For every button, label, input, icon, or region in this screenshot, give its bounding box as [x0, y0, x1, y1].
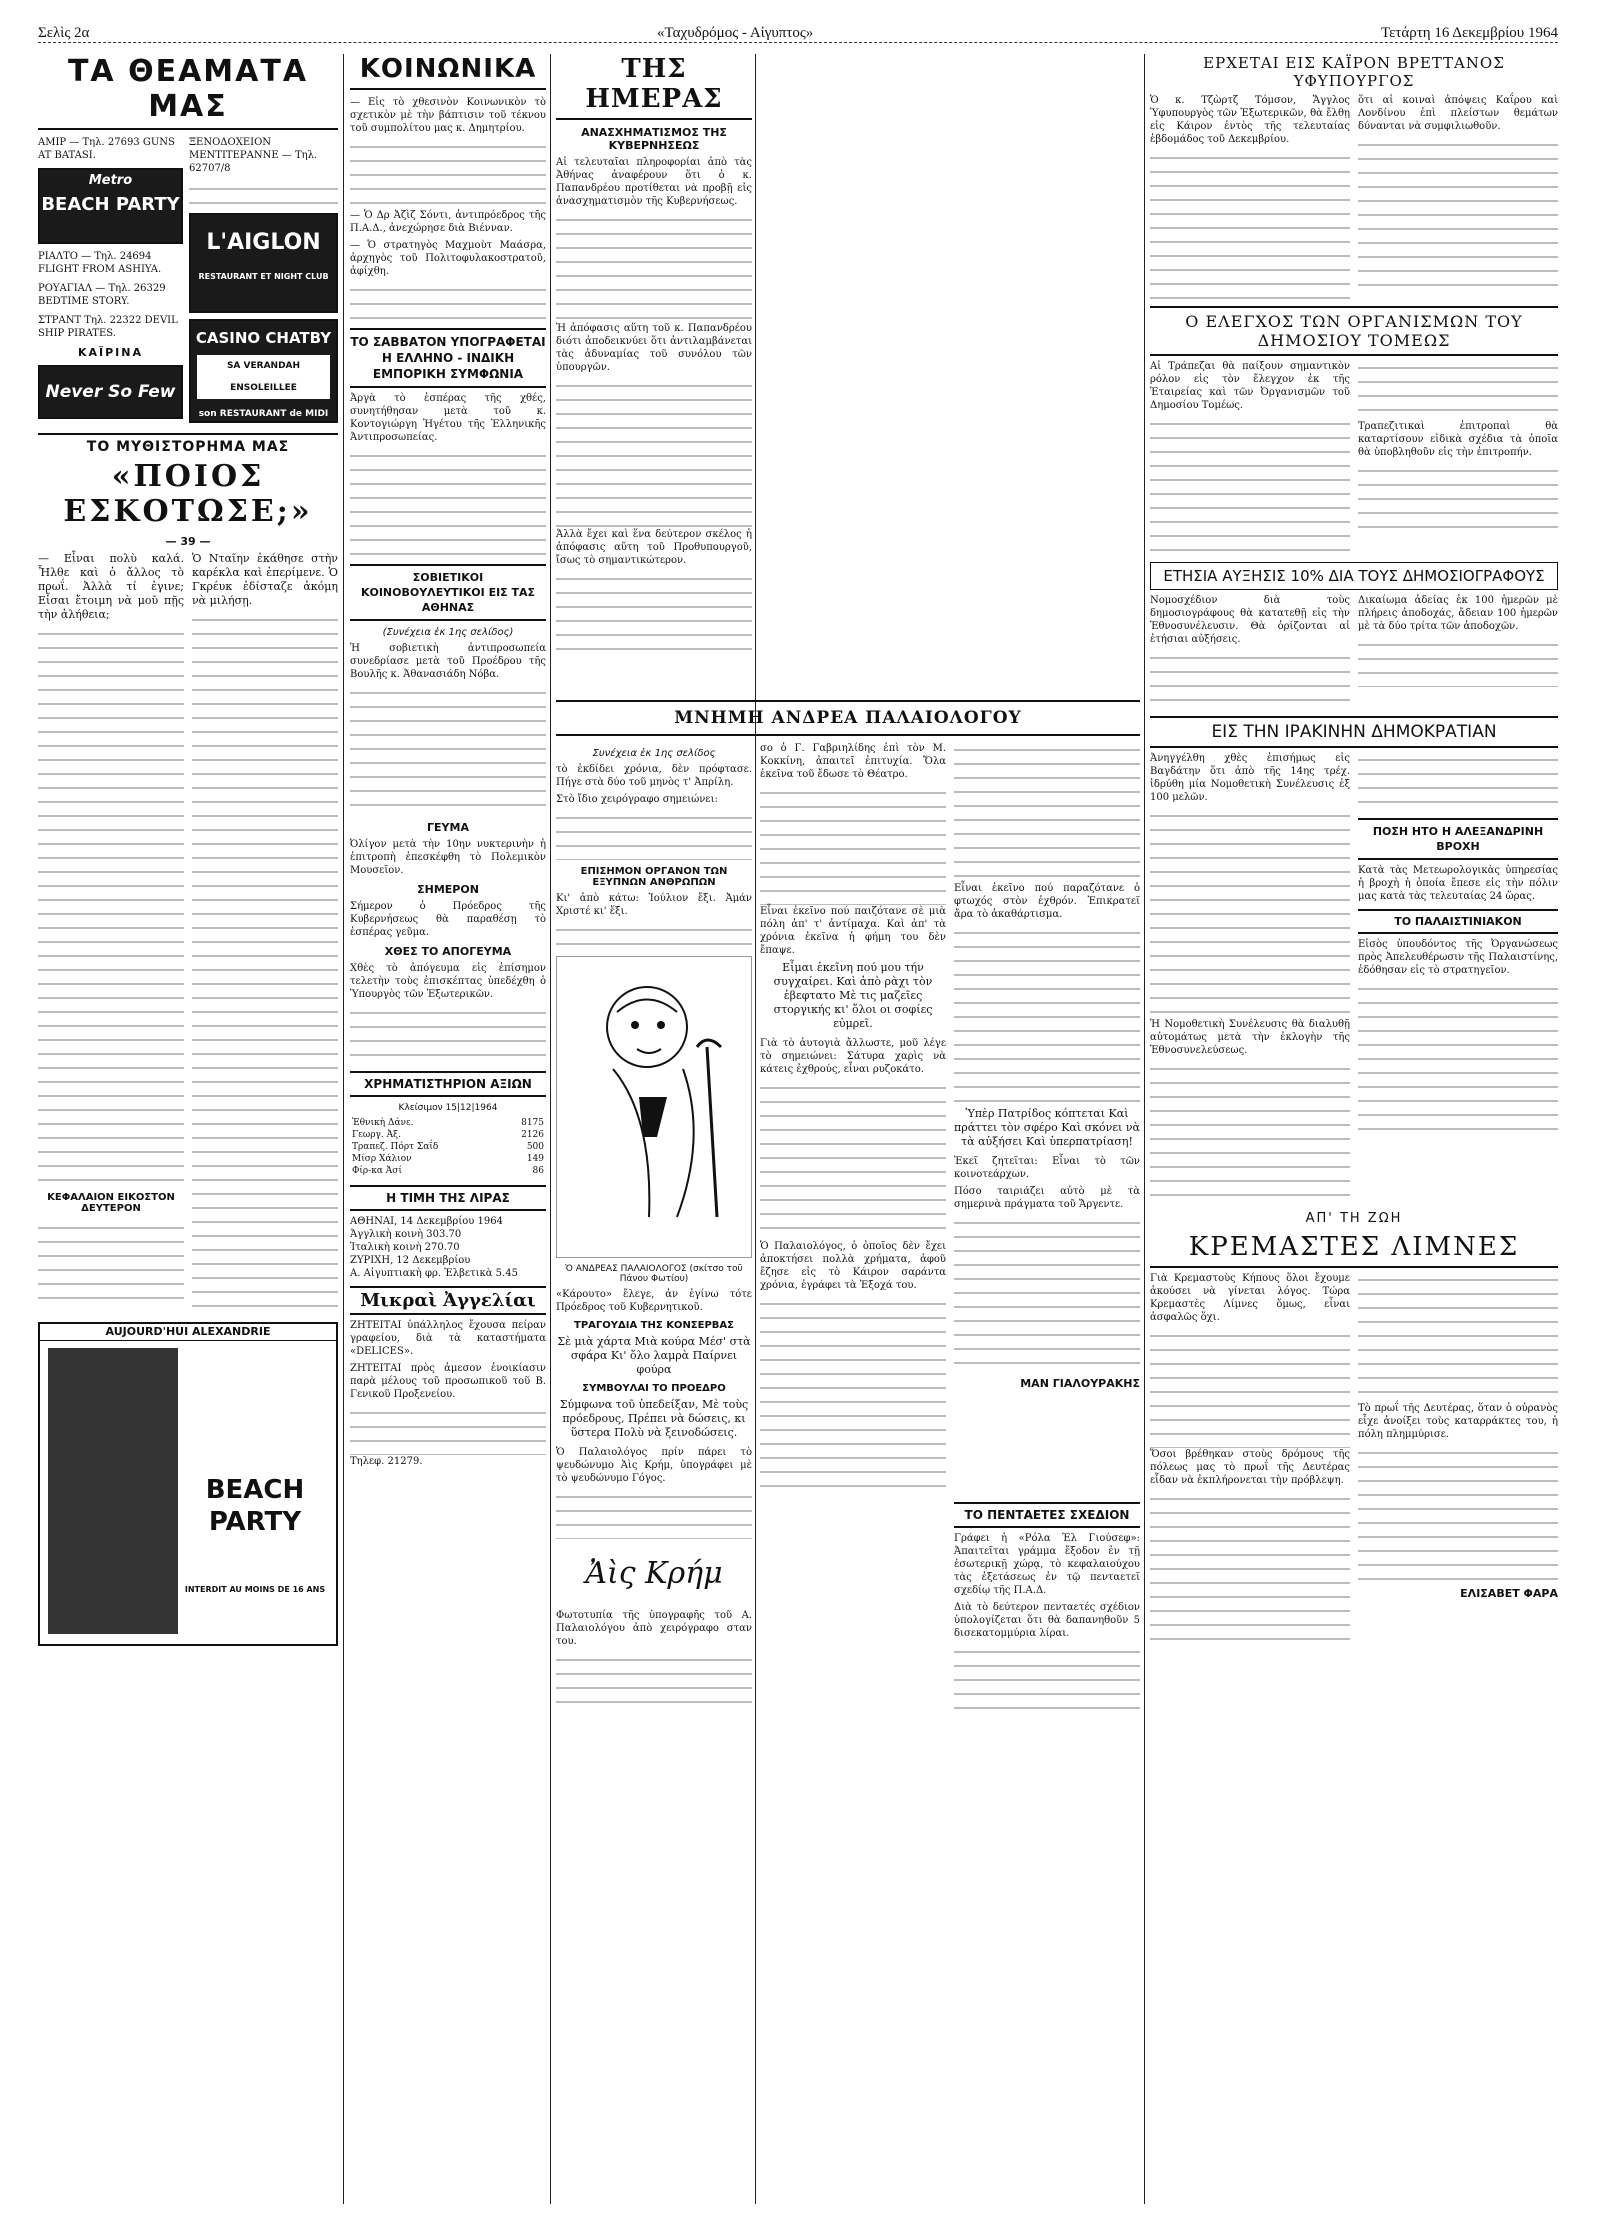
paper-name: «Ταχυδρόμος - Αἰγυπτος» [657, 25, 814, 41]
article-text-block [556, 212, 752, 322]
article-text-block [1358, 637, 1558, 687]
soviet-mps-heading: ΣΟΒΙΕΤΙΚΟΙ ΚΟΙΝΟΒΟΥΛΕΥΤΙΚΟΙ ΕΙΣ ΤΑΣ ΑΘΗΝΑΣ [350, 564, 546, 621]
lira-line: ΖΥΡΙΧΗ, 12 Δεκεμβρίου [350, 1255, 471, 1266]
lira-line: Α. Αἰγυπτιακὴ φρ. Ἐλβετικὰ 5.45 [350, 1268, 518, 1279]
article-text-block [1150, 1061, 1350, 1201]
stock-exchange-heading: ΧΡΗΜΑΤΙΣΤΗΡΙΟΝ ΑΞΙΩΝ [350, 1071, 546, 1097]
article-paragraph: Ὁ κ. Τζὼρτζ Τόμσον, Ἄγγλος Ὑφυπουργὸς τῶν Ἐξωτερικῶν, θὰ ἔλθῃ εἰς Κάιρον ἐντὸς τῆς τελευταίας ἑβδομάδος τοῦ Δεκεμβρίου. [1150, 95, 1350, 145]
british-minister-heading: ΕΡΧΕΤΑΙ ΕΙΣ ΚΑΪΡΟΝ ΒΡΕΤΤΑΝΟΣ ΥΦΥΠΟΥΡΓΟΣ [1203, 54, 1505, 90]
column-rule [550, 54, 551, 2204]
social-paragraph: — Ὁ Δρ Ἀζὶζ Σόντι, ἀντιπρόεδρος τῆς Π.Α.Δ., ἀνεχώρησε διὰ Βιένναν. [350, 210, 546, 234]
kairina-label: ΚΑΪΡΙΝΑ [77, 346, 143, 359]
article-text-block [954, 1644, 1140, 1714]
paleologos-article [556, 700, 1140, 736]
serial-text-block [192, 612, 338, 1312]
from-life-heading: ΑΠ' ΤΗ ΖΩΗ [1305, 1211, 1403, 1226]
subheading-today: ΣΗΜΕΡΟΝ [417, 883, 479, 896]
subheading-yesterday: ΧΘΕΣ ΤΟ ΑΠΟΓΕΥΜΑ [384, 945, 512, 958]
caricature-caption: Ὁ ΑΝΔΡΕΑΣ ΠΑΛΑΙΟΛΟΓΟΣ (σκίτσο τοῦ Πάνου Φωτίου) [565, 1264, 743, 1284]
stock-value: 149 [526, 1154, 544, 1164]
beach-party-ad [38, 168, 183, 244]
article-paragraph: Ἀργὰ τὸ ἑσπέρας τῆς χθές, συνητήθησαν μετὰ τοῦ κ. Κοντογιώργη Ἡγέτου τῆς Ἑλληνικῆς Ἀντιπροσωπείας. [350, 393, 546, 443]
trade-agreement-heading: ΤΟ ΣΑΒΒΑΤΟΝ ΥΠΟΓΡΑΦΕΤΑΙ Η ΕΛΛΗΝΟ - ΙΝΔΙΚΗ ΕΜΠΟΡΙΚΗ ΣΥΜΦΩΝΙΑ [350, 328, 546, 388]
cinema-listing: ΡΟΥΑΓΙΑΛ — Τηλ. 26329 BEDTIME STORY. [38, 283, 166, 307]
poem: Εἶμαι ἐκεῖνη πού μου τήν συγχαίρει. Καὶ ἀπὸ ρὰχι τὸν ἐβεφτατο Μὲ τις μαζεῖες στοργικής κι' ὅλοι οι σοφίες εὐμρεῖ. [773, 961, 933, 1030]
column-social [350, 54, 546, 1472]
social-text-block [350, 139, 546, 209]
article-paragraph: Εἶναι ἐκεῖνο πού παραζότανε ὁ φτωχός στὸν ἐχθρόν. Ἐπικρατεῖ ἄρα τὸ ἀκαθάρτισμα. [954, 883, 1140, 920]
article-text-block [1358, 360, 1558, 420]
casino-chatby-ad [189, 319, 338, 423]
rain-heading: ΠΟΣΗ ΗΤΟ Η ΑΛΕΞΑΝΔΡΙΝΗ ΒΡΟΧΗ [1358, 818, 1558, 860]
article-text-block [350, 685, 546, 815]
classified-text-block [350, 1405, 546, 1455]
article-paragraph: Σήμερον ὁ Πρόεδρος τῆς Κυβερνήσεως θὰ παραθέσῃ τὸ ἑσπέρας γεῦμα. [350, 901, 546, 938]
continuation-note: (Συνέχεια ἐκ 1ης σελίδος) [382, 627, 514, 638]
caricature-illustration [556, 956, 752, 1258]
social-paragraph: — Εἰς τὸ χθεσινὸν Κοινωνικὸν τὸ σχετικὸν μὲ τὴν βάπτισιν τοῦ τέκνου τοῦ συμπολίτου μας κ. Δημητρίου. [350, 97, 546, 134]
page-number: Σελὶς 2α [38, 25, 90, 41]
article-paragraph: Χθὲς τὸ ἀπόγευμα εἰς ἐπίσημον τελετὴν τοὺς ἐπισκέπτας ὑπεδέχθη ὁ Ὑπουργὸς τῶν Ἐξωτερικῶν. [350, 963, 546, 1000]
classified-ad: ΖΗΤΕΙΤΑΙ ὑπάλληλος ἔχουσα πείραν γραφείου, διὰ τὰ καταστήματα «DELICES». [350, 1320, 546, 1357]
author-signature: ΕΛΙΣΑΒΕΤ ΦΑΡΑ [1460, 1587, 1558, 1600]
article-paragraph: Ἡ Νομοθετικὴ Συνέλευσις θὰ διαλυθῇ αὐτομάτως μετὰ τὴν ἐκλογὴν τῆς Ἐθνοσυνελεύσεως. [1150, 1019, 1350, 1056]
chapter-heading: ΚΕΦΑΛΑΙΟΝ ΕΙΚΟΣΤΟΝ ΔΕΥΤΕΡΟΝ [47, 1192, 175, 1214]
article-paragraph: Εἰσὸς ὑπουδόντος τῆς Ὀργανώσεως πρὸς Ἀπελευθέρωσιν τῆς Παλαιστίνης, ἐδόθησαν εἰς τὸ στρατηγεῖον. [1358, 939, 1558, 976]
article-paragraph: Γιὰ Κρεμαστοὺς Κήπους ὅλοι ἔχουμε ἀκούσει νὰ γίνεται λόγος. Τώρα Κρεμαστὲς Λίμνες ὅμως, εἶναι ἀσφαλῶς ὅχι. [1150, 1273, 1350, 1323]
beach-party-title: BEACH PARTY [41, 194, 180, 215]
article-text-block [1358, 137, 1558, 297]
stock-name: Γεωργ. Ἀξ. [352, 1130, 401, 1140]
article-text-block [1150, 1328, 1350, 1448]
lira-line: Ἀγγλικὴ κοινὴ 303.70 [350, 1229, 462, 1240]
alex-ad-header: AUJOURD'HUI ALEXANDRIE [40, 1324, 336, 1341]
article-text-block [556, 571, 752, 651]
stock-date: Κλείσιμον 15|12|1964 [398, 1103, 498, 1113]
article-paragraph: Ἡ ἀπόφασις αὕτη τοῦ κ. Παπανδρέου διότι ἀποδεικνύει ὅτι ἀντιλαμβάνεται τὰς ἀδυναμίας τοῦ συνόλου τῶν ὑπουργῶν. [556, 323, 752, 373]
article-paragraph: τὸ ἐκδίδει χρόνια, δὲν πρόφτασε. Πήγε στὰ δύο τοῦ μηνὸς τ' Ἀπρίλη. [556, 764, 752, 788]
article-text-block [954, 742, 1140, 882]
article-text-block [556, 810, 752, 860]
article-paragraph: Ὀλίγον μετὰ τὴν 10ην νυκτερινὴν ἡ ἐπιτροπὴ ἐπεσκέφθη τὸ Πολεμικὸν Μουσεῖον. [350, 839, 546, 876]
paleologos-heading: ΜΝΗΜΗ ΑΝΔΡΕΑ ΠΑΛΑΙΟΛΟΓΟΥ [556, 700, 1140, 736]
column-of-the-day [556, 54, 752, 651]
article-paragraph: σο ὁ Γ. Γαβριηλίδης ἐπὶ τὸν Μ. Κοκκίνη, ἀπαιτεῖ ἐπιτυχία. Ὅλα ἐκεῖνα τοῦ ἔδωσε τὸ Θέατρο. [760, 743, 946, 780]
serial-text-block [38, 626, 184, 1186]
serial-title: «ΠΟΙΟΣ ΕΣΚΟΤΩΣΕ;» [63, 459, 313, 529]
article-paragraph: Γιὰ τὸ ἀυτογιὰ ἄλλωστε, μοῦ λέγε τὸ σημειώνει: Σάτυρα χαρὶς νὰ κάτεις ἐχθρούς, εἶναι ρυζοκάτο. [760, 1038, 946, 1075]
column-rule [343, 54, 344, 2204]
never-so-few-ad: Never So Few [38, 365, 183, 419]
article-paragraph: ὅτι αἱ κοιναὶ ἀπόψεις Καΐρου καὶ Λονδίνου ἐπὶ πλείστων θεμάτων δύνανται νὰ συμφιλιωθοῦν. [1358, 95, 1558, 132]
lira-line: Ἰταλικὴ κοινὴ 270.70 [350, 1242, 460, 1253]
serial-paragraph: Ὁ Νταῖην ἐκάθησε στὴν καρέκλα καὶ ἐπερίμενε. Ὁ Γκρέυκ ἐδίσταζε ἀκόμη νὰ μιλήσῃ. [192, 552, 338, 607]
article-paragraph: Κι' ἀπὸ κάτω: Ἰούλιον ἔξι. Ἀμάν Χριστέ κι' ἔξι. [556, 893, 752, 917]
stock-name: Μίσρ Χάλιον [352, 1154, 412, 1164]
journalists-raise-heading: ΕΤΗΣΙΑ ΑΥΞΗΣΙΣ 10% ΔΙΑ ΤΟΥΣ ΔΗΜΟΣΙΟΓΡΑΦΟΥΣ [1150, 562, 1558, 590]
column-news [1150, 54, 1558, 1641]
article-text-block [1358, 752, 1558, 812]
article-paragraph: Ἀνηγγέλθη χθὲς ἐπισήμως εἰς Βαγδάτην ὅτι ἀπὸ τῆς 14ης τρέχ. ἰδρύθη μία Νομοθετικὴ Συνέλευσις ἐξ 100 μελῶν. [1150, 753, 1350, 803]
article-paragraph: Ἀλλὰ ἔχει καὶ ἕνα δεύτερον σκέλος ἡ ἀπόφασις αὕτη τοῦ Προθυπουργοῦ, ἴσως τὸ σημαντικώτερον. [556, 529, 752, 566]
article-text-block [556, 1652, 752, 1712]
article-text-block [1358, 1445, 1558, 1585]
article-text-block [1358, 981, 1558, 1141]
article-paragraph: Δικαίωμα ἀδείας ἐκ 100 ἡμερῶν μὲ πλήρεις ἀποδοχάς, ἄδειαν 100 ἡμερῶν μὲ τὰ δύο τρίτα τῶν ἀποδοχῶν. [1358, 595, 1558, 632]
article-paragraph: Κατὰ τὰς Μετεωρολογικὰς ὑπηρεσίας ἡ βροχὴ ἡ ὁποία ἔπεσε εἰς τὴν πόλιν μας κατὰ τὰς τελευταίας 24 ὥρας. [1358, 865, 1558, 902]
article-text-block [954, 1215, 1140, 1375]
section-title-social: ΚΟΙΝΩΝΙΚΑ [350, 54, 546, 90]
aiglon-sub: RESTAURANT ET NIGHT CLUB [198, 272, 329, 281]
poem: Σύμφωνα τοῦ ὑπεδείξαν, Μὲ τοὺς πρόεδρους, Πρέπει νὰ δώσεις, κι ὕστερα Πολὺ νὰ ξεινοδώσεις. [559, 1398, 749, 1439]
stock-name: Τραπεζ. Πόρτ Σαΐδ [352, 1142, 439, 1152]
iraq-heading: ΕΙΣ ΤΗΝ ΙΡΑΚΙΝΗΝ ΔΗΜΟΚΡΑΤΙΑΝ [1150, 716, 1558, 748]
table-row [350, 1153, 546, 1165]
classified-ad: ΖΗΤΕΙΤΑΙ πρὸς ἀμεσον ἐνοικίασιν παρὰ μέλους τοῦ προσωπικοῦ τοῦ Β. Γενικοῦ Προξενείου. [350, 1363, 546, 1400]
article-text-block [1150, 808, 1350, 1018]
masthead [38, 20, 1558, 43]
article-paragraph: Ὅσοι βρέθηκαν στοὺς δρόμους τῆς πόλεως μας τὸ πρωΐ τῆς Δευτέρας εἶδαν νὰ ἐκπλήρονεται τὴν πρόβλεψη. [1150, 1449, 1350, 1486]
stock-name: Ἐθνικὴ Δάνε. [352, 1118, 414, 1128]
column-paleologos-left [556, 742, 752, 1712]
lira-line: ΑΘΗΝΑΙ, 14 Δεκεμβρίου 1964 [350, 1216, 503, 1227]
stock-value: 86 [532, 1166, 544, 1176]
column-rule [1144, 54, 1145, 2204]
metro-logo: Metro [88, 173, 133, 188]
article-paragraph: Στὸ ἴδιο χειρόγραφο σημειώνει: [556, 794, 718, 805]
article-paragraph: Τραπεζιτικαὶ ἐπιτροπαὶ θὰ καταρτίσουν εἰδικὰ σχέδια τὰ ὁποῖα θὰ ὑποβληθοῦν εἰς τὴν ἐπιτροπήν. [1358, 421, 1558, 458]
article-paragraph: Νομοσχέδιον διὰ τοὺς δημοσιογράφους θὰ κατατεθῇ εἰς τὴν Ἐθνοσυνέλευσιν. Θὰ ὁρίζονται αἱ ἐτήσιαι αὐξήσεις. [1150, 595, 1350, 645]
article-text-block [760, 785, 946, 905]
article-paragraph: Αἱ Τράπεζαι θὰ παίξουν σημαντικὸν ρόλον εἰς τὸν ἔλεγχον ἐκ τῆς Ἐταιρείας καὶ τῶν Ὀργανισμῶν τοῦ Δημοσίου Τομέως. [1150, 361, 1350, 411]
article-paragraph: Φωτοτυπία τῆς ὑπογραφῆς τοῦ Α. Παλαιολόγου ἀπὸ χειρόγραφο σταν του. [556, 1610, 752, 1647]
social-text-block [350, 282, 546, 322]
article-paragraph: Τὸ πρωΐ τῆς Δευτέρας, ὅταν ὁ οὐρανὸς εἶχε ἀνοίξει τοὺς καταρράκτες του, ἡ πόλη πλημμύρισε. [1358, 1403, 1558, 1440]
article-paragraph: Αἱ τελευταῖαι πληροφορίαι ἀπὸ τὰς Ἀθήνας ἀναφέρουν ὅτι ὁ κ. Παπανδρέου προτίθεται νὰ προβῇ εἰς ἀνασχηματισμὸν τῆς Κυβερνήσεως. [556, 157, 752, 207]
stock-value: 8175 [521, 1118, 544, 1128]
casino-sub: SA VERANDAH ENSOLEILLEE [197, 355, 330, 399]
lira-rate-heading: Η ΤΙΜΗ ΤΗΣ ΛΙΡΑΣ [350, 1185, 546, 1211]
article-paragraph: Εἶναι ἐκεῖνο πού παιζότανε σὲ μιὰ πόλη ἀπ' τ' ἀντίμαχα. Καὶ ἀπ' τὰ χρόνια ἐκεῖνα ἡ φήμη του δὲν ἔπαψε. [760, 906, 946, 956]
palestine-heading: ΤΟ ΠΑΛΑΙΣΤΙΝΙΑΚΟΝ [1358, 909, 1558, 934]
article-text-block [350, 448, 546, 558]
article-text-block [1358, 1272, 1558, 1402]
cinema-listing: ΑΜΙΡ — Τηλ. 27693 GUNS AT BATASI. [38, 137, 175, 161]
ad-photo [48, 1348, 178, 1634]
article-paragraph: Πόσο ταιριάζει αὐτὸ μὲ τὰ σημερινὰ πράγματα τοῦ Ἄργεντε. [954, 1186, 1140, 1210]
article-text-block [556, 1489, 752, 1539]
stock-value: 500 [526, 1142, 544, 1152]
column-entertainment [38, 54, 338, 1646]
signature-facsimile: Ἀὶς Κρήμ [585, 1556, 723, 1591]
alex-ad-sub: INTERDIT AU MOINS DE 16 ANS [184, 1585, 326, 1594]
article-paragraph: Διὰ τὸ δεύτερον πενταετές σχέδιον ὑπολογίζεται ὅτι θὰ δαπανηθοῦν 5 δισεκατομμύρια λίραι. [954, 1602, 1140, 1639]
public-sector-heading: Ο ΕΛΕΓΧΟΣ ΤΩΝ ΟΡΓΑΝΙΣΜΩΝ ΤΟΥ ΔΗΜΟΣΙΟΥ ΤΟΜΕΩΣ [1150, 306, 1558, 356]
table-row [350, 1165, 546, 1177]
article-text-block [1150, 416, 1350, 556]
article-text-block [954, 925, 1140, 1105]
classified-ad: Τηλεφ. 21279. [350, 1456, 423, 1467]
casino-title: CASINO CHATBY [195, 329, 332, 347]
aiglon-logo: L'AIGLON [206, 230, 321, 255]
table-row [350, 1141, 546, 1153]
serial-paragraph: — Εἶναι πολὺ καλά. Ἦλθε καὶ ὁ ἄλλος τὸ πρωΐ. Ἀλλὰ τί ἐγινε; Εἶσαι ἔτοιμη νὰ μοῦ πῇς τὴν ἀλήθεια; [38, 552, 184, 621]
table-row [350, 1117, 546, 1129]
poem: Σὲ μιὰ χάρτα Μιὰ κούρα Μέσ' στὰ σφάρα Κι' ὅλο λαμρὰ Παίρνει φούρα [557, 1335, 751, 1376]
poem: Ὑπὲρ Πατρίδος κόπτεται Καὶ πράττει τὸν σφέρο Καὶ σκόνει νὰ τὰ αὐξήσει Καὶ ὑπερπατρίαση! [954, 1107, 1140, 1148]
article-text-block [556, 922, 752, 952]
article-paragraph: Γράφει ἡ «Ρόλα Ἐλ Γιούσεφ»: Ἀπαιτεῖται γράμμα ἔξοδον ἐν τῇ ἐσωτερικῇ χώρᾳ, τὸ κεφαλαιούχου τὰς ἐξετάσεως ἐν τῷ πενταετεῖ σχεδίῳ τῆς Π.Α.Δ. [954, 1533, 1140, 1596]
section-title-of-the-day: ΤΗΣ ΗΜΕΡΑΣ [556, 54, 752, 120]
column-rule [755, 54, 756, 2204]
article-paragraph: Ὁ Παλαιολόγος πρίν πάρει τὸ ψευδώνυμο Ἀὶς Κρήμ, ὑπογράφει μὲ τὸ ψευδώνυμο Γόγος. [556, 1447, 752, 1484]
stock-table [350, 1117, 546, 1177]
alexandria-cinema-ad [38, 1322, 338, 1646]
casino-sub2: son RESTAURANT de MIDI [198, 409, 329, 419]
songs-heading: ΤΡΑΓΟΥΔΙΑ ΤΗΣ ΚΟΝΣΕΡΒΑΣ [574, 1320, 734, 1331]
serial-text-block [38, 1220, 184, 1300]
five-year-plan-heading: ΤΟ ΠΕΝΤΑΕΤΕΣ ΣΧΕΔΙΟΝ [954, 1502, 1140, 1528]
caricature-drawing [557, 957, 751, 1255]
newspaper-page [38, 20, 1558, 2200]
author-signature: ΜΑΝ ΓΙΑΛΟΥΡΑΚΗΣ [1020, 1377, 1140, 1390]
cinema-listing: ΡΙΑΛΤΟ — Τηλ. 24694 FLIGHT FROM ASHIYA. [38, 251, 162, 275]
stock-name: Φίρ-κα Ἀσί [352, 1166, 402, 1176]
article-paragraph: «Κάρουτο» ἔλεγε, ἀν ἐγίνω τότε Πρόεδρος τοῦ Κυβερνητικοῦ. [556, 1289, 752, 1313]
article-paragraph: Ὁ Παλαιολόγος, ὁ ὁποῖος δὲν ἔχει ἀποκτήσει πολλὰ χρήματα, ἀφοῦ ἔζησε εἰς τὸ Κάιρον σαράντα χρόνια, ἐγράφει τὰ Ἐξοχά του. [760, 1241, 946, 1291]
stock-value: 2126 [521, 1130, 544, 1140]
reshuffle-heading: ΑΝΑΣΧΗΜΑΤΙΣΜΟΣ ΤΗΣ ΚΥΒΕΡΝΗΣΕΩΣ [581, 126, 727, 152]
hotel-text-block [189, 181, 338, 207]
social-paragraph: — Ὁ στρατηγὸς Μαχμοὺτ Μαάσρα, ἀρχηγὸς τοῦ Πολιτοφυλακοστρατοῦ, ἀφίχθη. [350, 240, 546, 277]
article-text-block [1358, 463, 1558, 533]
article-text-block [556, 378, 752, 528]
alex-ad-title: BEACH PARTY [205, 1475, 305, 1537]
issue-date: Τετάρτη 16 Δεκεμβρίου 1964 [1380, 25, 1558, 41]
subheading-lunch: ΓΕΥΜΑ [427, 821, 469, 834]
article-paragraph: Ἐκεῖ ζητεῖται: Εἶναι τὸ τῶν κοινοτεάρχων. [954, 1156, 1140, 1180]
article-text-block [760, 1296, 946, 1496]
column-paleologos-right [760, 742, 1140, 1714]
table-row [350, 1129, 546, 1141]
organ-heading: ΕΠΙΣΗΜΟΝ ΟΡΓΑΝΟΝ ΤΩΝ ΕΞΥΠΝΩΝ ΑΝΘΡΩΠΩΝ [580, 866, 728, 888]
article-paragraph: Ἡ σοβιετικὴ ἀντιπροσωπεία συνεδρίασε μετὰ τοῦ Προέδρου τῆς Βουλῆς κ. Ἀθανασιάδη Νόβα. [350, 643, 546, 680]
section-title-theatres: ΤΑ ΘΕΑΜΑΤΑ ΜΑΣ [38, 54, 338, 130]
article-text-block [760, 1080, 946, 1240]
cinema-listing: ΣΤΡΑΝΤ Τηλ. 22322 DEVIL SHIP PIRATES. [38, 315, 178, 339]
aiglon-ad [189, 213, 338, 313]
article-text-block [1150, 150, 1350, 300]
advice-heading: ΣΥΜΒΟΥΛΑΙ ΤΟ ΠΡΟΕΔΡΟ [582, 1383, 726, 1394]
hanging-lakes-heading: ΚΡΕΜΑΣΤΕΣ ΛΙΜΝΕΣ [1150, 1232, 1558, 1268]
serial-number: — 39 — [165, 535, 211, 548]
article-text-block [1150, 650, 1350, 710]
continuation-note: Συνέχεια ἐκ 1ης σελίδος [592, 748, 716, 759]
classifieds-heading: Μικραὶ Ἀγγελίαι [350, 1286, 546, 1315]
serial-label: ΤΟ ΜΥΘΙΣΤΟΡΗΜΑ ΜΑΣ [86, 439, 290, 455]
article-text-block [350, 1005, 546, 1065]
hotel-listing: ΞΕΝΟΔΟΧΕΙΟΝ ΜΕΝΤΙΤΕΡΑΝΝΕ — Τηλ. 62707/8 [189, 137, 318, 174]
article-text-block [1150, 1491, 1350, 1641]
